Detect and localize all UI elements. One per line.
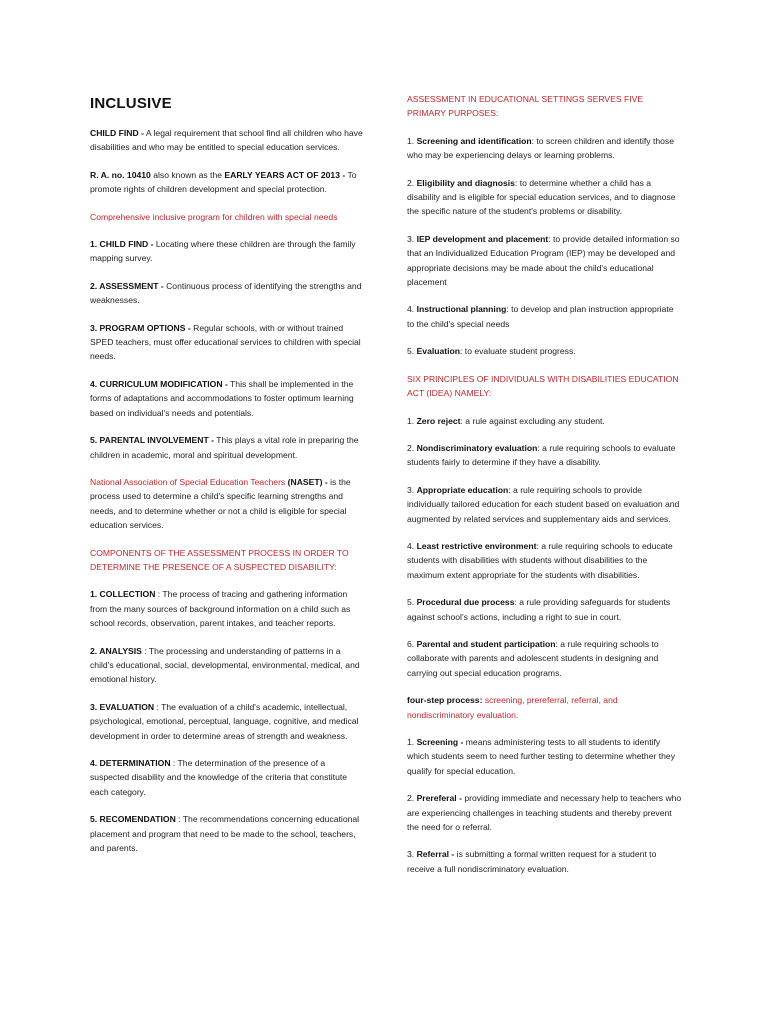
- program-item-term: 4. CURRICULUM MODIFICATION -: [90, 378, 228, 389]
- program-item: [90, 433, 365, 462]
- purpose-num: 1.: [407, 135, 417, 146]
- principle-text: : a rule requiring schools to provide individually tailored education for each student based on evaluation and augmented by related services and supplementary aids and services.: [407, 484, 680, 524]
- purpose-text: : to determine whether a child has a disability and is eligible for special education services, and to diagnose the specific nature of the student's problems or disability.: [407, 177, 676, 217]
- program-item-term: 1. CHILD FIND -: [90, 239, 154, 250]
- principle-term: Nondiscriminatory evaluation: [416, 442, 538, 453]
- component-term: 3. EVALUATION: [90, 701, 155, 712]
- component-text: : The evaluation of a child's academic, intellectual, psychological, emotional, perceptual, language, cognitive, and medical development in order to determine areas of strength and weakness.: [90, 701, 359, 741]
- step-text: is submitting a formal written request for a student to receive a full nondiscriminatory evaluation.: [407, 849, 657, 874]
- principle-item: [407, 483, 682, 526]
- step-term: Screening -: [416, 737, 464, 747]
- naset-paragraph: [90, 475, 365, 533]
- principle-term: Zero reject: [416, 415, 461, 426]
- principle-num: 2.: [407, 442, 417, 453]
- purpose-term: Evaluation: [416, 346, 461, 357]
- step-item: [407, 791, 682, 834]
- step-num: 3.: [407, 849, 417, 860]
- program-item-term: 5. PARENTAL INVOLVEMENT -: [90, 435, 214, 446]
- principle-text: : a rule requiring schools to educate students with disabilities with students without disabilities to the maximum extent appropriate for the students with disabilities.: [407, 540, 673, 580]
- purpose-text: : to provide detailed information so that an Individualized Education Program (IEP) may be developed and appropriate decisions may be made about the child's educational placement: [407, 233, 680, 288]
- program-item: [90, 321, 365, 364]
- principles-heading: SIX PRINCIPLES OF INDIVIDUALS WITH DISABILITIES EDUCATION ACT (IDEA) NAMELY:: [407, 373, 679, 399]
- component-term: 2. ANALYSIS: [90, 645, 142, 656]
- step-num: 2.: [407, 793, 417, 804]
- principle-term: Appropriate education: [416, 484, 509, 495]
- purpose-num: 5.: [407, 346, 417, 357]
- program-item-text: Regular schools, with or without trained SPED teachers, must offer educational services to children with special needs.: [90, 322, 361, 362]
- step-term: Referral -: [416, 849, 455, 860]
- step-item: [407, 847, 682, 876]
- principle-num: 5.: [407, 597, 417, 608]
- program-heading: Comprehensive inclusive program for children with special needs: [90, 211, 338, 222]
- program-item-text: Locating where these children are through the family mapping survey.: [90, 239, 356, 264]
- component-item: [90, 812, 365, 855]
- purpose-num: 4.: [407, 304, 417, 315]
- component-text: : The process of tracing and gathering information from the many sources of background information on a child such as school records, observation, parent intakes, and teacher reports.: [90, 589, 351, 629]
- principle-text: : a rule requiring schools to collaborate with parents and adolescent students in designing and carrying out special education programs.: [407, 638, 659, 678]
- purposes-heading: ASSESSMENT IN EDUCATIONAL SETTINGS SERVES FIVE PRIMARY PURPOSES:: [407, 94, 644, 119]
- program-item-term: 3. PROGRAM OPTIONS -: [90, 322, 191, 333]
- child-find-text: A legal requirement that school find all children who have disabilities and who may be entitled to special education services.: [90, 128, 363, 153]
- component-term: 5. RECOMENDATION: [90, 814, 176, 825]
- purpose-term: Eligibility and diagnosis: [416, 177, 515, 188]
- step-num: 1.: [407, 737, 417, 747]
- program-item-term: 2. ASSESSMENT -: [90, 280, 164, 291]
- purpose-text: : to screen children and identify those who may be experiencing delays or learning problems.: [407, 135, 674, 161]
- program-item: [90, 279, 365, 308]
- principle-num: 1.: [407, 415, 417, 426]
- component-text: : The processing and understanding of patterns in a child's educational, social, developmental, environmental, medical, and emotional history.: [90, 645, 360, 685]
- component-item: [90, 700, 365, 743]
- principle-item: [407, 637, 682, 680]
- principle-term: Procedural due process: [416, 597, 515, 608]
- naset-name: National Association of Special Education Teachers: [90, 476, 286, 487]
- purpose-num: 2.: [407, 177, 417, 188]
- ra-paragraph: [90, 168, 365, 197]
- program-item-text: This shall be implemented in the forms of adaptations and accommodations to foster optimum learning based on individual's needs and potentials.: [90, 378, 354, 418]
- principle-item: [407, 414, 682, 428]
- left-column: [90, 95, 365, 868]
- four-step-term: four-step process:: [407, 695, 483, 706]
- component-term: 4. DETERMINATION: [90, 758, 171, 768]
- component-item: [90, 587, 365, 630]
- step-text: providing immediate and necessary help to teachers who are experiencing challenges in teaching students and thereby prevent the need for o referral.: [407, 793, 682, 833]
- step-text: means administering tests to all students to identify which students seem to need further testing to determine whether they qualify for special education.: [407, 737, 675, 776]
- four-step-list: screening, prereferral, referral, and nondiscriminatory evaluation.: [407, 695, 618, 720]
- purpose-item: [407, 302, 682, 331]
- program-item: [90, 237, 365, 266]
- purpose-num: 3.: [407, 233, 417, 244]
- four-step-paragraph: [407, 693, 682, 722]
- principle-text: : a rule providing safeguards for students against school's actions, including a right to sue in court.: [407, 597, 671, 622]
- purpose-item: [407, 344, 682, 358]
- component-text: : The recommendations concerning educational placement and program that need to be made to the school, teachers, and parents.: [90, 814, 360, 854]
- program-item-text: This plays a vital role in preparing the children in academic, moral and spiritual development.: [90, 435, 359, 460]
- ra-mid: also known as the: [150, 169, 225, 180]
- principle-item: [407, 441, 682, 470]
- component-text: : The determination of the presence of a suspected disability and the knowledge of the criteria that constitute each category.: [90, 758, 348, 797]
- principle-text: : a rule requiring schools to evaluate students fairly to determine if they have a disability.: [407, 442, 676, 468]
- ra-term: R. A. no. 10410: [90, 169, 151, 180]
- principle-num: 6.: [407, 638, 417, 649]
- principle-term: Least restrictive environment: [416, 540, 537, 551]
- step-item: [407, 735, 682, 778]
- principle-item: [407, 595, 682, 624]
- right-column: [407, 92, 682, 889]
- principle-num: 3.: [407, 484, 417, 495]
- component-item: [90, 644, 365, 687]
- principle-item: [407, 539, 682, 582]
- program-item-text: Continuous process of identifying the strengths and weaknesses.: [90, 280, 362, 306]
- page-title: INCLUSIVE: [90, 95, 172, 112]
- component-item: [90, 756, 365, 799]
- child-find-term: CHILD FIND -: [90, 128, 144, 138]
- component-term: 1. COLLECTION: [90, 589, 156, 600]
- early-years-term: EARLY YEARS ACT OF 2013 -: [224, 169, 346, 180]
- purpose-item: [407, 134, 682, 163]
- purpose-term: Instructional planning: [416, 304, 507, 315]
- child-find-paragraph: [90, 126, 365, 155]
- components-heading: COMPONENTS OF THE ASSESSMENT PROCESS IN ORDER TO DETERMINE THE PRESENCE OF A SUSPECTED DISABILITY:: [90, 547, 349, 572]
- step-term: Prereferal -: [416, 793, 462, 804]
- purpose-item: [407, 232, 682, 290]
- purpose-text: : to develop and plan instruction appropriate to the child's special needs: [407, 304, 674, 329]
- naset-text: is the process used to determine a child's specific learning strengths and needs, and to determine whether or not a child is eligible for special education services.: [90, 476, 351, 531]
- principle-num: 4.: [407, 540, 417, 551]
- naset-acronym: (NASET) -: [285, 476, 328, 487]
- purpose-item: [407, 176, 682, 219]
- program-item: [90, 377, 365, 420]
- principle-text: : a rule against excluding any student.: [460, 415, 605, 426]
- principle-term: Parental and student participation: [416, 638, 556, 649]
- purpose-term: Screening and identification: [416, 135, 532, 146]
- purpose-text: : to evaluate student progress.: [460, 346, 576, 357]
- ra-text: To promote rights of children development and special protection.: [90, 169, 357, 195]
- purpose-term: IEP development and placement: [416, 233, 549, 244]
